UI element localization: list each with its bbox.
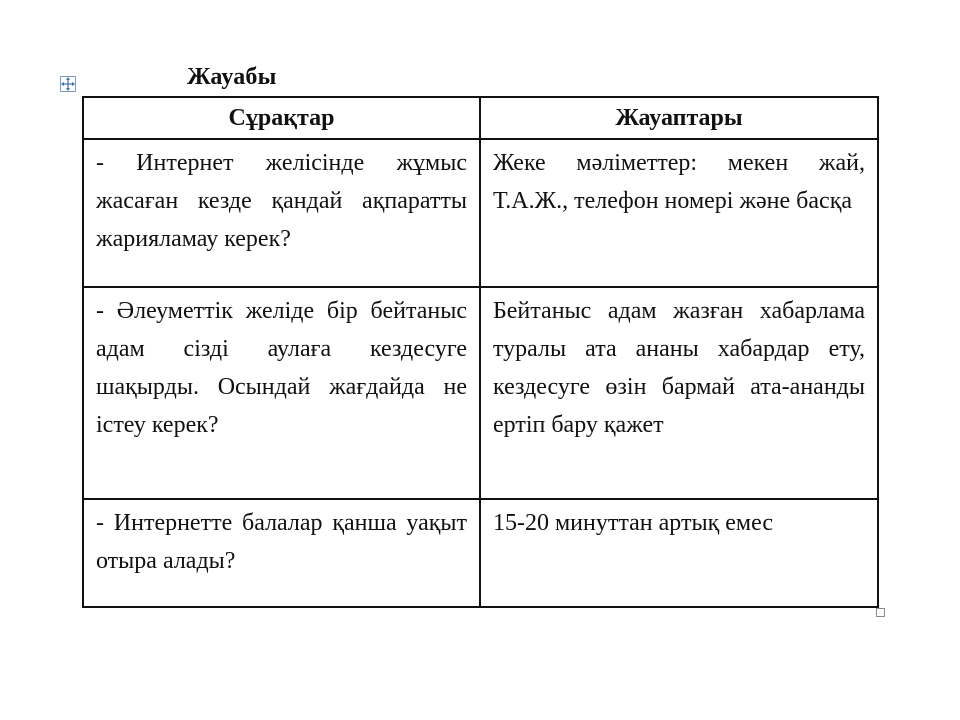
page-title: Жауабы [187, 64, 277, 90]
table-header-row [83, 97, 878, 139]
table-row [83, 139, 878, 287]
qa-table [82, 96, 879, 608]
question-cell: - Интернет желісінде жұмыс жасаған кезде қандай ақпаратты жарияламау керек? [83, 139, 480, 287]
answer-cell: 15-20 минуттан артық емес [480, 499, 878, 607]
header-answers: Жауаптары [480, 97, 878, 139]
header-questions: Сұрақтар [83, 97, 480, 139]
table-move-icon[interactable] [60, 76, 76, 92]
question-cell: - Интернетте балалар қанша уақыт отыра алады? [83, 499, 480, 607]
answer-cell: Жеке мәліметтер: мекен жай, Т.А.Ж., телефон номері және басқа [480, 139, 878, 287]
question-cell: - Әлеуметтік желіде бір бейтаныс адам сізді аулаға кездесуге шақырды. Осындай жағдайда не істеу керек? [83, 287, 480, 499]
table-row [83, 499, 878, 607]
answer-cell: Бейтаныс адам жазған хабарлама туралы ата ананы хабардар ету, кездесуге өзін бармай ата-ананды ертіп бару қажет [480, 287, 878, 499]
table-row [83, 287, 878, 499]
table-resize-icon[interactable] [876, 608, 885, 617]
